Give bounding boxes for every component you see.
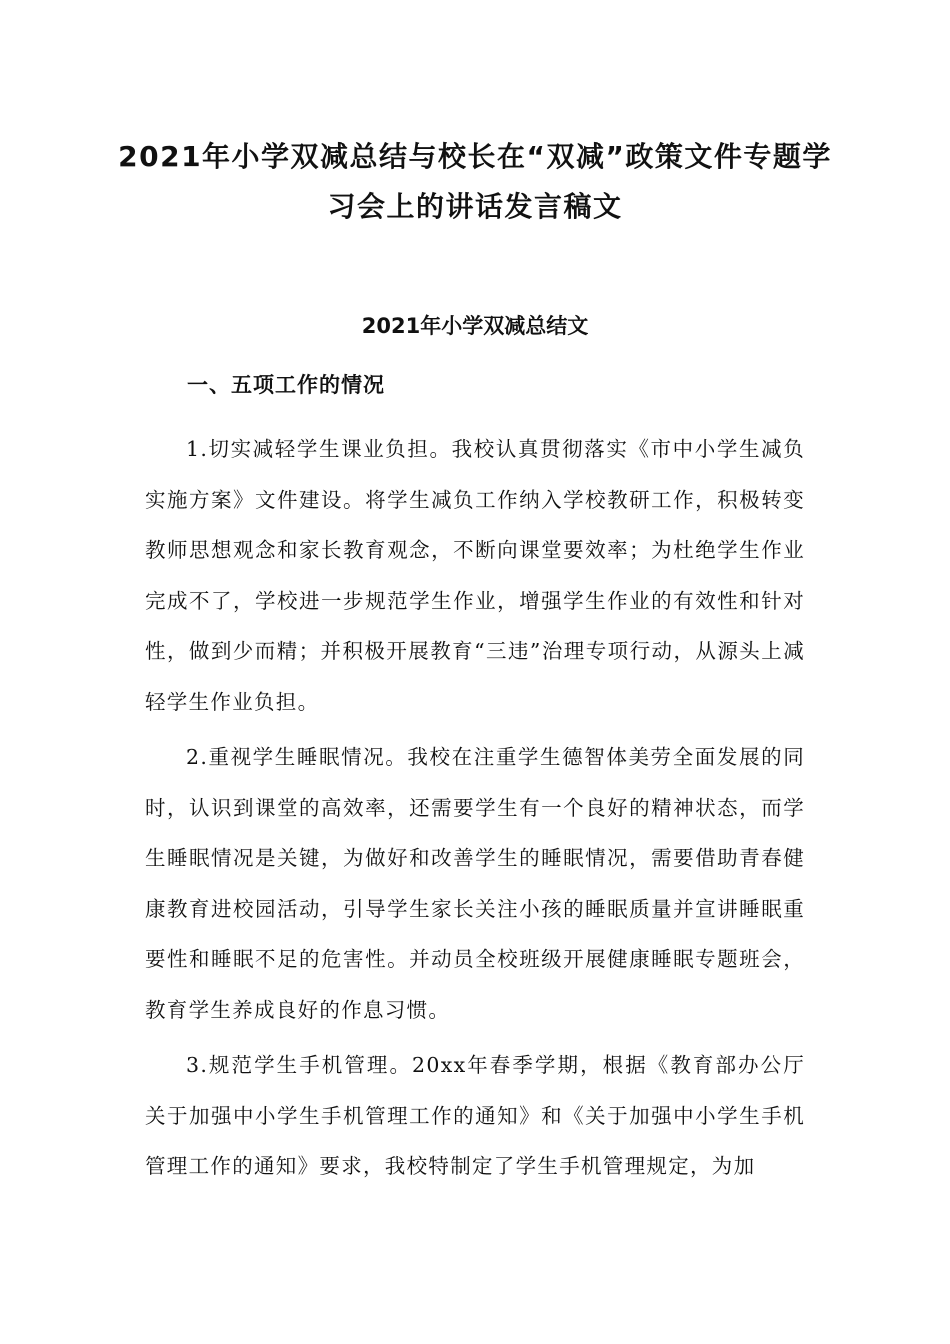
section-heading: 一、五项工作的情况 [187,373,385,397]
section-title: 2021年小学双减总结文 [361,314,589,338]
paragraph-3: 3.规范学生手机管理。20xx年春季学期，根据《教育部办公厅关于加强中小学生手机管理工作的通知》和《关于加强中小学生手机管理工作的通知》要求，我校特制定了学生手机管理规定，为加 [145,1053,805,1178]
paragraph-1: 1.切实减轻学生课业负担。我校认真贯彻落实《市中小学生减负实施方案》文件建设。将学生减负工作纳入学校教研工作，积极转变教师思想观念和家长教育观念，不断向课堂要效率；为杜绝学生作业完成不了，学校进一步规范学生作业，增强学生作业的有效性和针对性，做到少而精；并积极开展教育“三违”治理专项行动，从源头上减轻学生作业负担。 [145,437,805,714]
paragraph-2: 2.重视学生睡眠情况。我校在注重学生德智体美劳全面发展的同时，认识到课堂的高效率，还需要学生有一个良好的精神状态，而学生睡眠情况是关键，为做好和改善学生的睡眠情况，需要借助青春健康教育进校园活动，引导学生家长关注小孩的睡眠质量并宣讲睡眠重要性和睡眠不足的危害性。并动员全校班级开展健康睡眠专题班会，教育学生养成良好的作息习惯。 [145,745,805,1022]
document-title: 2021年小学双减总结与校长在“双减”政策文件专题学习会上的讲话发言稿文 [118,140,832,223]
